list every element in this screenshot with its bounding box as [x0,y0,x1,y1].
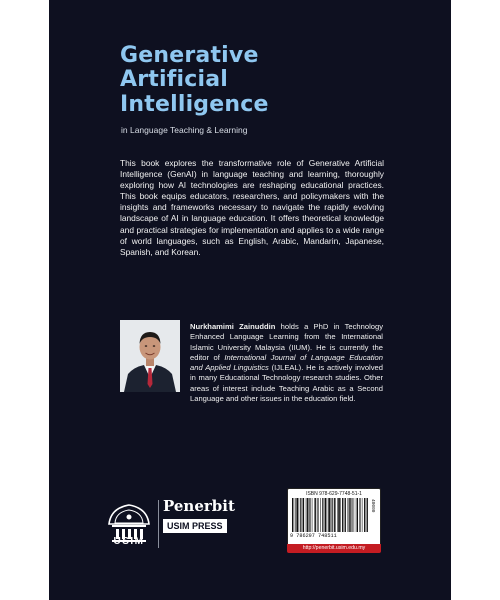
barcode-bar [320,498,321,532]
usim-press-label: USIM PRESS [163,519,227,533]
barcode-bar [317,498,318,532]
barcode-bar [338,498,340,532]
barcode-bar [312,498,313,532]
barcode-bar [295,498,296,532]
barcode-bar [324,498,325,532]
journal-name: International Journal of Language Education and Applied Linguistics [190,352,383,373]
barcode-bar [349,498,350,532]
author-photo [120,320,180,392]
book-title-line-3: Intelligence [120,92,269,117]
barcode-bar [340,498,341,532]
barcode-bar [328,498,330,532]
book-subtitle: in Language Teaching & Learning [121,125,248,135]
barcode-bar [364,498,365,532]
barcode-bar [314,498,315,532]
barcode-bar [367,498,368,532]
book-synopsis: This book explores the transformative role of Generative Artificial Intelligence (GenAI) in language teaching and learning, thoroughly exploring how AI technologies are reshaping educational practices. This book equips educators, researchers, and policymakers with the insights and frameworks necessary to navigate the rapidly evolving landscape of AI in language education. It offers theoretical knowledge and practical strategies for implementation and applies to a wide range of world languages, such as English, Arabic, Mandarin, Japanese, Spanish, and Korean. [120,158,384,257]
barcode-bar [342,498,343,532]
author-bio [190,322,383,404]
barcode-bar [348,498,349,532]
barcode-bar [362,498,363,532]
barcode-bar [337,498,338,532]
barcode-bar [357,498,358,532]
barcode-bar [366,498,367,532]
barcode-bar [294,498,295,532]
barcode-bar [292,498,293,532]
penerbit-logo-text: Penerbit [163,497,235,515]
barcode-bar [306,498,307,532]
barcode-bar [310,498,311,532]
barcode-bar [303,498,304,532]
barcode-bar [302,498,303,532]
barcode-bar [309,498,310,532]
isbn-barcode [287,488,381,546]
barcode-bar [334,498,335,532]
barcode-bar [296,498,298,532]
barcode-bar [354,498,355,532]
back-cover [49,0,451,600]
barcode-bar [300,498,301,532]
price-code: 40000 [370,499,375,513]
barcode-bar [315,498,316,532]
barcode-bar [345,498,346,532]
barcode-bar [331,498,332,532]
barcode-bar [322,498,323,532]
barcode-bar [352,498,353,532]
author-name: Nurkhamimi Zainuddin [190,322,276,331]
book-title-line-1: Generative [120,43,259,68]
barcode-bar [335,498,336,532]
logo-divider [158,500,159,548]
barcode-bar [325,498,326,532]
barcode-bar [332,498,333,532]
barcode-bar [299,498,300,532]
barcode-bar [350,498,351,532]
author-bio-part-2: (IJLEAL). He is actively involved in many Educational Technology research studies. Other areas of interest include Teaching Arabic as a Second Language and other issues in the education field. [190,363,383,404]
author-bio-part-1: holds a PhD in Technology Enhanced Language Learning from the International Islamic University Malaysia (IIUM). He is currently the editor of [190,322,384,362]
barcode-bar [307,498,308,532]
publisher-url-strip [287,544,381,553]
barcode-bar [356,498,357,532]
book-title-line-2: Artificial [120,67,229,92]
isbn-number: ISBN 978-629-7748-51-1 [306,491,362,497]
barcode-bar [359,498,360,532]
usim-logo-text: USIM [113,536,145,547]
barcode-bar [344,498,345,532]
barcode-bar [327,498,328,532]
barcode-icon [292,498,368,532]
publisher-url: http://penerbit.usim.edu.my [302,545,366,551]
author-portrait-icon [120,320,180,392]
barcode-bar [318,498,319,532]
barcode-bar [360,498,361,532]
barcode-digits: 9 786297 748511 [290,533,337,539]
